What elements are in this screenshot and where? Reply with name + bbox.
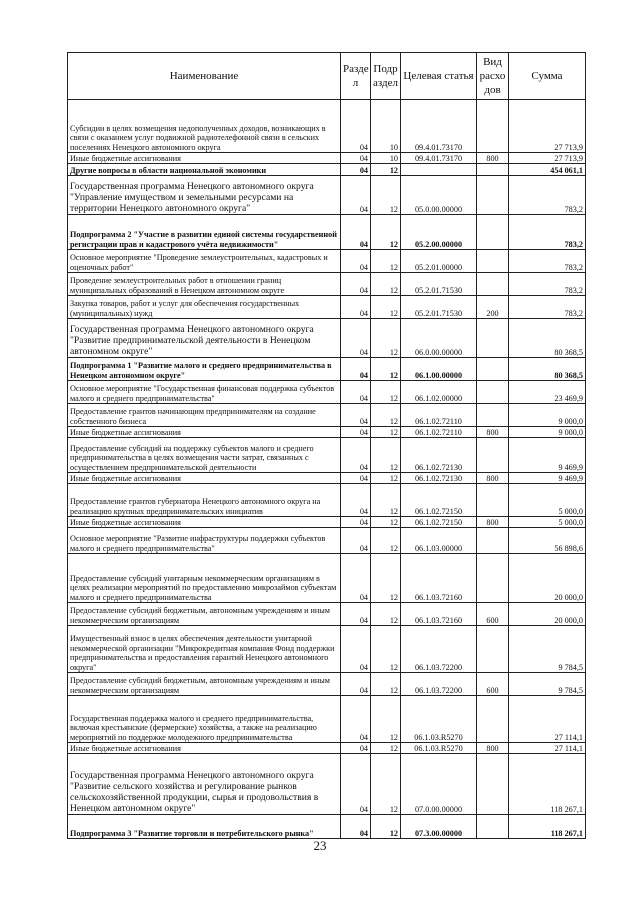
row-target: 06.1.03.00000 [401,528,477,554]
table-row [68,484,586,517]
row-podrazdel: 12 [371,215,401,250]
row-target: 05.2.01.71530 [401,296,477,319]
row-name: Предоставление грантов губернатора Ненецкого автономного округа на реализацию крупных предпринимательских инициатив [68,484,341,517]
row-sum: 80 368,5 [509,319,586,358]
row-name: Субсидии в целях возмещения недополученных доходов, возникающих в связи с оказанием услуг подвижной радиотелефонной связи в сельских поселениях Ненецкого автономного округа [68,100,341,153]
table-row [68,626,586,673]
table-row [68,754,586,815]
row-podrazdel: 12 [371,404,401,427]
row-target: 06.1.02.72150 [401,517,477,528]
budget-table [67,52,586,839]
row-razdel: 04 [341,484,371,517]
row-target: 07.3.00.00000 [401,815,477,839]
row-razdel: 04 [341,319,371,358]
row-sum: 20 000,0 [509,554,586,603]
table-body [68,100,586,839]
row-vid [477,528,509,554]
row-podrazdel: 12 [371,815,401,839]
row-podrazdel: 12 [371,696,401,743]
row-name: Государственная программа Ненецкого автономного округа "Развитие сельского хозяйства и регулирование рынков сельскохозяйственной продукции, сырья и продовольствия в Ненецком автономном округе" [68,754,341,815]
row-razdel: 04 [341,296,371,319]
row-sum: 56 898,6 [509,528,586,554]
table-row [68,517,586,528]
row-vid [477,754,509,815]
row-podrazdel: 12 [371,484,401,517]
row-vid [477,250,509,273]
row-razdel: 04 [341,626,371,673]
row-podrazdel: 12 [371,296,401,319]
row-name: Основное мероприятие "Государственная финансовая поддержка субъектов малого и среднего предпринимательства" [68,381,341,404]
row-vid [477,215,509,250]
row-vid [477,381,509,404]
row-podrazdel: 12 [371,250,401,273]
row-vid: 800 [477,427,509,438]
row-sum: 9 000,0 [509,427,586,438]
row-name: Иные бюджетные ассигнования [68,153,341,164]
row-razdel: 04 [341,743,371,754]
row-target: 06.1.02.72150 [401,484,477,517]
row-sum: 9 784,5 [509,626,586,673]
row-target: 05.2.01.71530 [401,273,477,296]
header-razdel: Разде л [341,53,371,100]
row-name: Иные бюджетные ассигнования [68,517,341,528]
row-podrazdel: 12 [371,603,401,626]
row-target: 06.1.03.72160 [401,554,477,603]
row-vid [477,358,509,381]
row-podrazdel: 12 [371,427,401,438]
table-row [68,319,586,358]
table-row [68,815,586,839]
row-sum: 783,2 [509,250,586,273]
row-name: Иные бюджетные ассигнования [68,473,341,484]
row-vid [477,696,509,743]
row-target: 06.1.03.72200 [401,673,477,696]
row-vid: 200 [477,296,509,319]
row-razdel: 04 [341,381,371,404]
row-name: Основное мероприятие "Проведение землеустроительных, кадастровых и оценочных работ" [68,250,341,273]
row-razdel: 04 [341,554,371,603]
row-sum: 9 469,9 [509,473,586,484]
row-vid [477,484,509,517]
table-header [68,53,586,100]
row-razdel: 04 [341,176,371,215]
row-razdel: 04 [341,438,371,473]
row-razdel: 04 [341,815,371,839]
row-sum: 9 469,9 [509,438,586,473]
table-row [68,696,586,743]
row-target: 06.1.02.00000 [401,381,477,404]
row-sum: 783,2 [509,176,586,215]
table-row [68,296,586,319]
table-row [68,473,586,484]
row-razdel: 04 [341,603,371,626]
row-name: Государственная программа Ненецкого автономного округа "Управление имуществом и земельными ресурсами на территории Ненецкого автономного округа" [68,176,341,215]
row-name: Другие вопросы в области национальной экономики [68,164,341,176]
row-target: 05.2.00.00000 [401,215,477,250]
row-vid [477,815,509,839]
table-row [68,673,586,696]
row-razdel: 04 [341,358,371,381]
row-sum: 9 000,0 [509,404,586,427]
table-row [68,554,586,603]
row-name: Предоставление субсидий унитарным некоммерческим организациям в целях реализации мероприятий по предоставлению микрозаймов субъектам малого и среднего предпринимательства [68,554,341,603]
row-vid [477,404,509,427]
table-row [68,176,586,215]
row-podrazdel: 12 [371,319,401,358]
table-row [68,153,586,164]
row-vid [477,164,509,176]
table-row [68,427,586,438]
row-sum: 9 784,5 [509,673,586,696]
row-vid [477,100,509,153]
row-podrazdel: 12 [371,517,401,528]
row-razdel: 04 [341,164,371,176]
row-podrazdel: 12 [371,743,401,754]
row-sum: 5 000,0 [509,517,586,528]
row-sum: 27 114,1 [509,696,586,743]
row-podrazdel: 12 [371,176,401,215]
row-razdel: 04 [341,153,371,164]
row-vid [477,626,509,673]
row-name: Государственная поддержка малого и среднего предпринимательства, включая крестьянские (фермерские) хозяйства, а также на реализацию мероприятий по поддержке молодежного предпринимательства [68,696,341,743]
row-razdel: 04 [341,696,371,743]
row-target: 06.1.03.R5270 [401,743,477,754]
row-target: 07.0.00.00000 [401,754,477,815]
table-row [68,743,586,754]
row-name: Иные бюджетные ассигнования [68,427,341,438]
row-sum: 783,2 [509,273,586,296]
row-podrazdel: 12 [371,673,401,696]
row-target: 06.0.00.00000 [401,319,477,358]
header-name: Наименование [68,53,341,100]
row-target: 05.2.01.00000 [401,250,477,273]
row-name: Предоставление субсидий на поддержку субъектов малого и среднего предпринимательства в целях возмещения части затрат, связанных с осуществлением предпринимательской деятельности [68,438,341,473]
header-vid: Вид расхо дов [477,53,509,100]
row-sum: 23 469,9 [509,381,586,404]
row-sum: 783,2 [509,215,586,250]
row-razdel: 04 [341,673,371,696]
table-row [68,358,586,381]
row-podrazdel: 12 [371,554,401,603]
row-vid: 800 [477,743,509,754]
row-sum: 27 713,9 [509,153,586,164]
table-row [68,273,586,296]
header-podrazdel: Подр аздел [371,53,401,100]
row-podrazdel: 12 [371,381,401,404]
row-target: 05.0.00.00000 [401,176,477,215]
table-row [68,164,586,176]
row-vid [477,438,509,473]
table-row [68,250,586,273]
row-target: 06.1.02.72110 [401,404,477,427]
row-podrazdel: 12 [371,528,401,554]
row-razdel: 04 [341,754,371,815]
row-razdel: 04 [341,100,371,153]
header-target: Целевая статья [401,53,477,100]
row-target: 06.1.02.72110 [401,427,477,438]
row-name: Основное мероприятие "Развитие инфраструктуры поддержки субъектов малого и среднего предпринимательства" [68,528,341,554]
row-vid: 600 [477,603,509,626]
row-name: Проведение землеустроительных работ в отношении границ муниципальных образований в Ненецком автономном округе [68,273,341,296]
row-sum: 783,2 [509,296,586,319]
row-sum: 27 713,9 [509,100,586,153]
row-podrazdel: 10 [371,153,401,164]
table-row [68,528,586,554]
table-row [68,404,586,427]
row-vid [477,554,509,603]
row-name: Государственная программа Ненецкого автономного округа "Развитие предпринимательской деятельности в Ненецком автономном округе" [68,319,341,358]
row-podrazdel: 10 [371,100,401,153]
row-vid [477,319,509,358]
row-target: 06.1.03.72160 [401,603,477,626]
row-name: Подпрограмма 1 "Развитие малого и среднего предпринимательства в Ненецком автономном округе" [68,358,341,381]
page-number: 23 [313,838,327,853]
row-vid: 600 [477,673,509,696]
header-sum: Сумма [509,53,586,100]
row-name: Предоставление субсидий бюджетным, автономным учреждениям и иным некоммерческим организациям [68,673,341,696]
row-razdel: 04 [341,473,371,484]
table-row [68,603,586,626]
row-vid [477,176,509,215]
table-row [68,438,586,473]
row-podrazdel: 12 [371,164,401,176]
row-razdel: 04 [341,215,371,250]
row-razdel: 04 [341,528,371,554]
row-target: 06.1.03.72200 [401,626,477,673]
row-name: Подпрограмма 2 "Участие в развитии единой системы государственной регистрации прав и кадастрового учёта недвижимости" [68,215,341,250]
table-row [68,215,586,250]
row-name: Имущественный взнос в целях обеспечения деятельности унитарной некоммерческой организации "Микрокредитная компания Фонд поддержки предпринимательства и предоставления гарантий Ненецкого автономного округа" [68,626,341,673]
row-sum: 5 000,0 [509,484,586,517]
row-sum: 118 267,1 [509,815,586,839]
row-name: Предоставление субсидий бюджетным, автономным учреждениям и иным некоммерческим организациям [68,603,341,626]
row-name: Закупка товаров, работ и услуг для обеспечения государственных (муниципальных) нужд [68,296,341,319]
row-sum: 80 368,5 [509,358,586,381]
row-sum: 454 061,1 [509,164,586,176]
row-vid: 800 [477,517,509,528]
row-podrazdel: 12 [371,273,401,296]
row-podrazdel: 12 [371,358,401,381]
row-podrazdel: 12 [371,754,401,815]
row-sum: 27 114,1 [509,743,586,754]
row-name: Иные бюджетные ассигнования [68,743,341,754]
row-razdel: 04 [341,517,371,528]
row-target: 06.1.00.00000 [401,358,477,381]
row-target: 06.1.02.72130 [401,438,477,473]
row-name: Предоставление грантов начинающим предпринимателям на создание собственного бизнеса [68,404,341,427]
row-target: 09.4.01.73170 [401,100,477,153]
row-target [401,164,477,176]
row-razdel: 04 [341,404,371,427]
row-sum: 20 000,0 [509,603,586,626]
table-row [68,100,586,153]
row-vid: 800 [477,153,509,164]
row-podrazdel: 12 [371,438,401,473]
row-podrazdel: 12 [371,473,401,484]
table-row [68,381,586,404]
row-vid: 800 [477,473,509,484]
row-target: 06.1.03.R5270 [401,696,477,743]
row-target: 09.4.01.73170 [401,153,477,164]
row-razdel: 04 [341,427,371,438]
row-target: 06.1.02.72130 [401,473,477,484]
row-sum: 118 267,1 [509,754,586,815]
row-razdel: 04 [341,250,371,273]
row-razdel: 04 [341,273,371,296]
row-podrazdel: 12 [371,626,401,673]
row-vid [477,273,509,296]
row-name: Подпрограмма 3 "Развитие торговли и потребительского рынка" [68,815,341,839]
